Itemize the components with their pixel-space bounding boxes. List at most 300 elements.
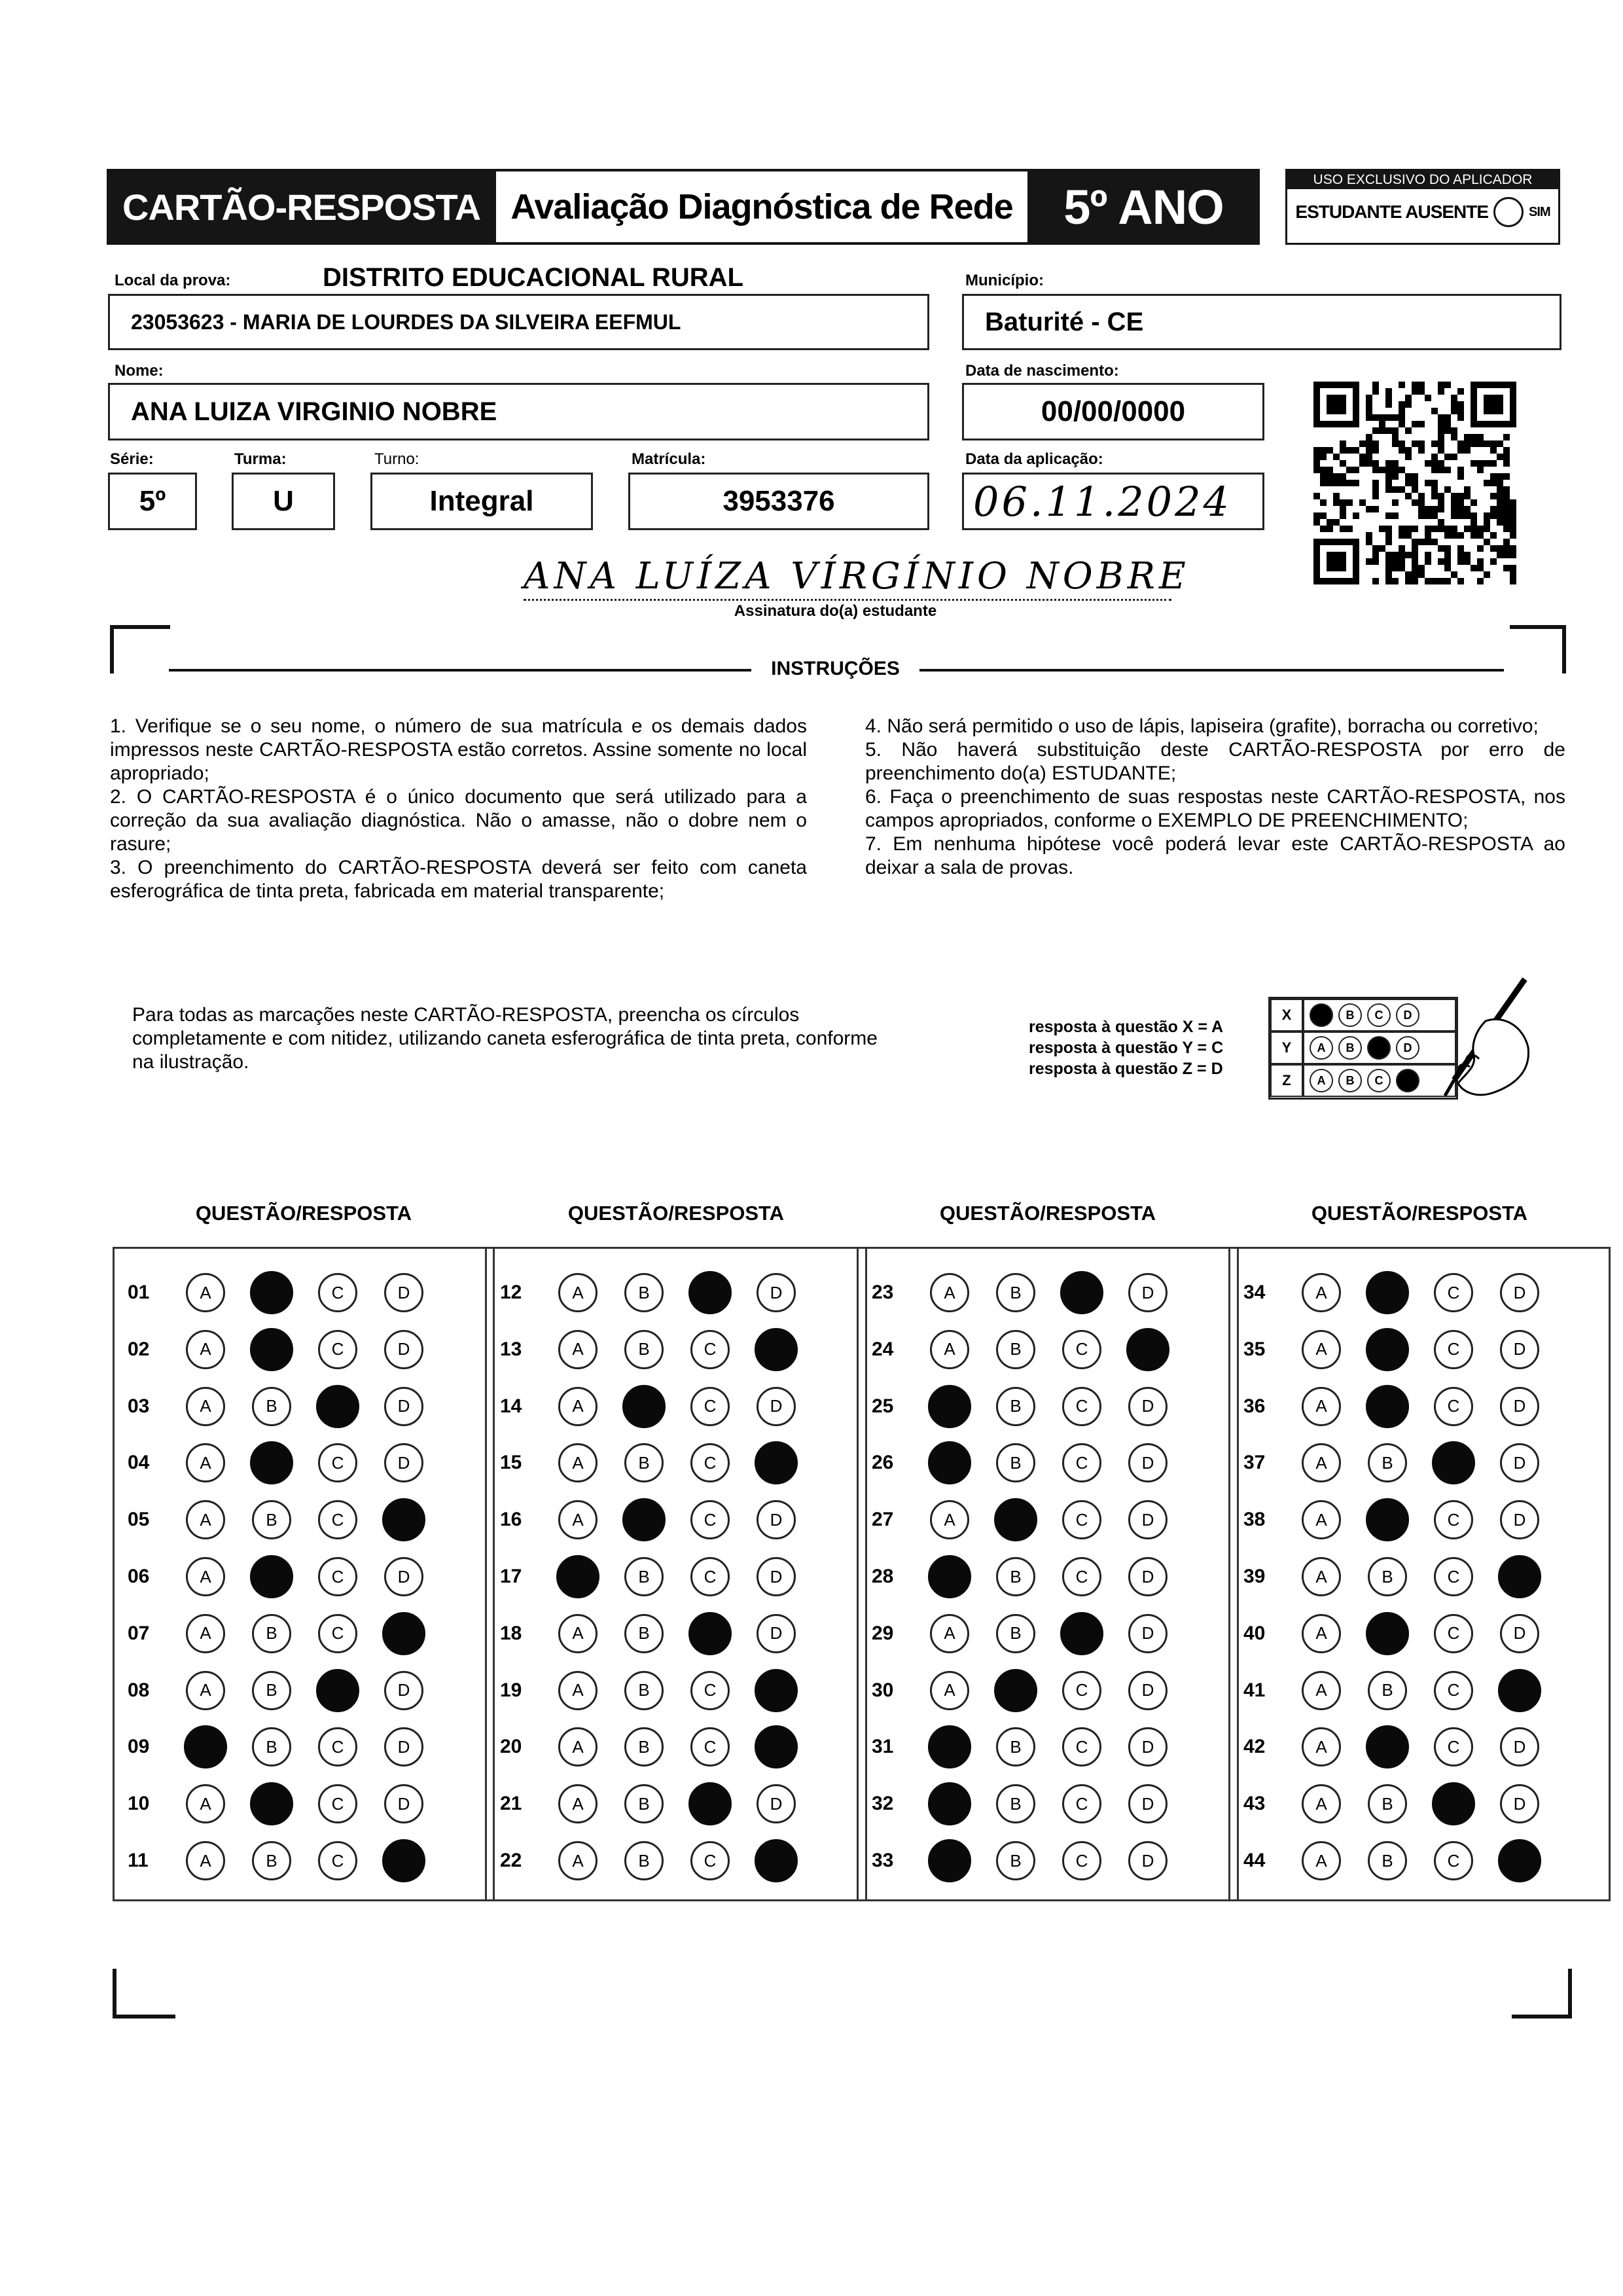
instruction-item: 1. Verifique se o seu nome, o número de sua matrícula e os demais dados impressos neste CARTÃO-RESPOSTA estão corretos. Assine somente no local apropriado;: [110, 715, 807, 784]
answer-option-label: A: [186, 1784, 225, 1823]
answer-bubble-a[interactable]: [928, 1612, 971, 1655]
example-bubble-b: B: [1338, 1069, 1362, 1092]
answer-row: [1230, 1327, 1564, 1372]
answer-bubble-c[interactable]: [1432, 1669, 1475, 1712]
answer-bubble-a[interactable]: [1300, 1839, 1343, 1882]
answer-bubble-d[interactable]: [1498, 1725, 1541, 1768]
answer-bubble-c[interactable]: [1432, 1328, 1475, 1371]
answer-bubble-c[interactable]: [688, 1271, 732, 1314]
answer-bubble-a[interactable]: [184, 1725, 227, 1768]
answer-option-label: C: [1434, 1273, 1473, 1312]
school-value: 23053623 - MARIA DE LOURDES DA SILVEIRA EEFMUL: [131, 310, 681, 334]
answer-option-label: C: [318, 1443, 357, 1482]
answer-bubble-a[interactable]: [184, 1498, 227, 1541]
answer-bubble-b[interactable]: [994, 1782, 1037, 1825]
answer-bubble-c[interactable]: [688, 1441, 732, 1484]
answer-bubble-c[interactable]: [1060, 1385, 1103, 1428]
answer-bubble-a[interactable]: [556, 1328, 599, 1371]
answer-bubble-c[interactable]: [1432, 1782, 1475, 1825]
answer-bubble-a[interactable]: [556, 1612, 599, 1655]
answer-bubble-c[interactable]: [1060, 1498, 1103, 1541]
answer-bubble-a[interactable]: [1300, 1328, 1343, 1371]
question-number: 27: [872, 1509, 894, 1531]
answer-bubble-b[interactable]: [1366, 1612, 1409, 1655]
answer-bubble-a[interactable]: [184, 1612, 227, 1655]
answer-bubble-d[interactable]: [1126, 1271, 1169, 1314]
answer-bubble-c[interactable]: [1060, 1328, 1103, 1371]
question-number: 36: [1243, 1395, 1266, 1417]
answer-bubble-b[interactable]: [994, 1498, 1037, 1541]
answer-bubble-c[interactable]: [1060, 1441, 1103, 1484]
answer-bubble-c[interactable]: [1060, 1555, 1103, 1598]
answer-bubble-c[interactable]: [688, 1839, 732, 1882]
answer-bubble-c[interactable]: [1432, 1839, 1475, 1882]
instructions-right: [865, 715, 1565, 880]
answer-option-label: D: [1128, 1387, 1168, 1426]
nascimento-value: 00/00/0000: [1041, 395, 1186, 427]
question-number: 12: [500, 1282, 522, 1303]
answer-bubble-b[interactable]: [250, 1271, 293, 1314]
example-bubble-a: A: [1310, 1069, 1333, 1092]
answer-bubble-b[interactable]: [994, 1271, 1037, 1314]
answer-bubble-c[interactable]: [316, 1271, 359, 1314]
answer-bubble-a[interactable]: [556, 1669, 599, 1712]
answer-bubble-d[interactable]: [755, 1385, 798, 1428]
answer-row: [115, 1440, 448, 1486]
answer-bubble-c[interactable]: [316, 1612, 359, 1655]
answer-option-label: [1366, 1498, 1409, 1541]
answer-bubble-d[interactable]: [1498, 1555, 1541, 1598]
answer-bubble-d[interactable]: [382, 1498, 425, 1541]
answer-bubble-d[interactable]: [382, 1669, 425, 1712]
question-number: 34: [1243, 1282, 1266, 1303]
answer-row: [115, 1270, 448, 1316]
answer-bubble-b[interactable]: [250, 1612, 293, 1655]
answer-bubble-b[interactable]: [994, 1555, 1037, 1598]
applicator-header: USO EXCLUSIVO DO APLICADOR: [1287, 171, 1558, 189]
serie-value: 5º: [139, 485, 166, 517]
answer-bubble-b[interactable]: [994, 1328, 1037, 1371]
answer-option-label: C: [318, 1273, 357, 1312]
answer-bubble-a[interactable]: [556, 1725, 599, 1768]
answer-bubble-b[interactable]: [250, 1669, 293, 1712]
answer-bubble-c[interactable]: [316, 1555, 359, 1598]
answer-bubble-d[interactable]: [1498, 1328, 1541, 1371]
answer-bubble-b[interactable]: [994, 1725, 1037, 1768]
answer-option-label: B: [252, 1671, 291, 1710]
aplicacao-field[interactable]: [962, 473, 1264, 530]
answer-bubble-c[interactable]: [316, 1441, 359, 1484]
question-number: 37: [1243, 1452, 1266, 1474]
answer-bubble-d[interactable]: [755, 1839, 798, 1882]
answer-bubble-d[interactable]: [1126, 1839, 1169, 1882]
answer-bubble-b[interactable]: [250, 1441, 293, 1484]
answer-bubble-d[interactable]: [755, 1669, 798, 1712]
answer-option-label: [622, 1498, 666, 1541]
answer-bubble-c[interactable]: [688, 1725, 732, 1768]
answer-bubble-c[interactable]: [316, 1725, 359, 1768]
answer-bubble-c[interactable]: [316, 1385, 359, 1428]
turma-field: [232, 473, 335, 530]
question-number: 39: [1243, 1566, 1266, 1587]
answer-bubble-d[interactable]: [1126, 1782, 1169, 1825]
answer-option-label: D: [384, 1443, 423, 1482]
answer-bubble-b[interactable]: [994, 1612, 1037, 1655]
answer-bubble-a[interactable]: [928, 1385, 971, 1428]
municipio-field: [962, 294, 1561, 350]
answer-option-label: A: [1302, 1841, 1341, 1880]
example-bubble-c: [1367, 1036, 1391, 1060]
answer-bubble-d[interactable]: [1126, 1385, 1169, 1428]
column-header: QUESTÃO/RESPOSTA: [567, 1202, 785, 1225]
answer-bubble-d[interactable]: [755, 1612, 798, 1655]
answer-bubble-a[interactable]: [184, 1271, 227, 1314]
answer-bubble-a[interactable]: [556, 1385, 599, 1428]
answer-bubble-b[interactable]: [250, 1725, 293, 1768]
answer-row: [859, 1724, 1192, 1770]
answer-option-label: A: [1302, 1500, 1341, 1539]
answer-row: [487, 1781, 821, 1827]
answer-option-label: C: [1062, 1500, 1101, 1539]
answer-option-label: C: [318, 1614, 357, 1653]
answer-bubble-d[interactable]: [1498, 1271, 1541, 1314]
answer-bubble-a[interactable]: [1300, 1271, 1343, 1314]
answer-row: [859, 1554, 1192, 1600]
answer-bubble-a[interactable]: [1300, 1498, 1343, 1541]
answer-bubble-d[interactable]: [1498, 1441, 1541, 1484]
answer-bubble-b[interactable]: [250, 1839, 293, 1882]
answer-option-label: C: [1062, 1387, 1101, 1426]
answer-bubble-d[interactable]: [1498, 1612, 1541, 1655]
corner-mark-bottom-right: [1512, 1969, 1572, 2018]
answer-bubble-d[interactable]: [1498, 1839, 1541, 1882]
answer-row: [487, 1270, 821, 1316]
nome-value: ANA LUIZA VIRGINIO NOBRE: [131, 397, 497, 426]
question-number: 43: [1243, 1793, 1266, 1815]
absent-option: SIM: [1529, 204, 1550, 219]
answer-bubble-a[interactable]: [928, 1555, 971, 1598]
answer-option-label: [688, 1782, 732, 1825]
answer-bubble-c[interactable]: [688, 1498, 732, 1541]
answer-bubble-d[interactable]: [1498, 1498, 1541, 1541]
answer-option-label: B: [624, 1841, 664, 1880]
answer-bubble-c[interactable]: [688, 1669, 732, 1712]
answer-option-label: B: [1368, 1557, 1407, 1596]
answer-bubble-b[interactable]: [1366, 1385, 1409, 1428]
answer-option-label: A: [186, 1614, 225, 1653]
answer-bubble-a[interactable]: [184, 1839, 227, 1882]
answer-bubble-d[interactable]: [1498, 1385, 1541, 1428]
question-number: 32: [872, 1793, 894, 1815]
question-number: 19: [500, 1679, 522, 1701]
answer-bubble-d[interactable]: [755, 1328, 798, 1371]
answer-option-label: C: [1434, 1614, 1473, 1653]
answer-bubble-d[interactable]: [1498, 1669, 1541, 1712]
example-row-label: Y: [1270, 1031, 1303, 1064]
answer-option-label: B: [624, 1443, 664, 1482]
answer-option-label: B: [624, 1727, 664, 1767]
answer-bubble-c[interactable]: [1432, 1498, 1475, 1541]
answer-bubble-b[interactable]: [994, 1441, 1037, 1484]
answer-bubble-d[interactable]: [1126, 1555, 1169, 1598]
answer-bubble-a[interactable]: [556, 1441, 599, 1484]
answer-bubble-c[interactable]: [688, 1385, 732, 1428]
answer-bubble-b[interactable]: [622, 1669, 666, 1712]
answer-bubble-b[interactable]: [622, 1328, 666, 1371]
card-title: CARTÃO-RESPOSTA: [107, 169, 496, 245]
answer-bubble-b[interactable]: [622, 1441, 666, 1484]
answer-bubble-b[interactable]: [622, 1839, 666, 1882]
answer-bubble-a[interactable]: [928, 1271, 971, 1314]
example-bubble-a: A: [1310, 1036, 1333, 1060]
answer-option-label: [250, 1555, 293, 1598]
answer-bubble-b[interactable]: [1366, 1669, 1409, 1712]
answer-bubble-c[interactable]: [1060, 1725, 1103, 1768]
answer-option-label: C: [1062, 1443, 1101, 1482]
question-number: 03: [128, 1395, 150, 1417]
answer-bubble-d[interactable]: [382, 1839, 425, 1882]
answer-bubble-d[interactable]: [382, 1385, 425, 1428]
answer-option-label: A: [1302, 1671, 1341, 1710]
answer-bubble-c[interactable]: [1060, 1782, 1103, 1825]
answer-bubble-d[interactable]: [755, 1441, 798, 1484]
answer-option-label: C: [1062, 1671, 1101, 1710]
question-number: 17: [500, 1566, 522, 1587]
answer-option-label: A: [558, 1784, 597, 1823]
answer-bubble-b[interactable]: [622, 1612, 666, 1655]
question-number: 26: [872, 1452, 894, 1474]
answer-bubble-a[interactable]: [1300, 1441, 1343, 1484]
answer-bubble-c[interactable]: [688, 1612, 732, 1655]
answer-bubble-c[interactable]: [688, 1782, 732, 1825]
answer-bubble-b[interactable]: [250, 1555, 293, 1598]
answer-bubble-a[interactable]: [1300, 1669, 1343, 1712]
answer-row: [487, 1724, 821, 1770]
answer-option-label: [1366, 1328, 1409, 1371]
answer-bubble-c[interactable]: [1432, 1271, 1475, 1314]
answer-bubble-d[interactable]: [382, 1725, 425, 1768]
answer-option-label: [1498, 1669, 1541, 1712]
answer-option-label: B: [996, 1841, 1035, 1880]
answer-bubble-a[interactable]: [1300, 1385, 1343, 1428]
answer-bubble-a[interactable]: [556, 1839, 599, 1882]
answer-bubble-b[interactable]: [622, 1782, 666, 1825]
answer-bubble-d[interactable]: [1126, 1441, 1169, 1484]
answer-bubble-c[interactable]: [1432, 1441, 1475, 1484]
answer-row: [859, 1384, 1192, 1429]
answer-option-label: C: [690, 1500, 730, 1539]
answer-option-label: [1366, 1725, 1409, 1768]
answer-bubble-d[interactable]: [1126, 1498, 1169, 1541]
example-line: resposta à questão Y = C: [1029, 1039, 1224, 1057]
answer-bubble-b[interactable]: [622, 1555, 666, 1598]
answer-bubble-b[interactable]: [250, 1498, 293, 1541]
answer-row: [487, 1668, 821, 1713]
answer-option-label: [382, 1612, 425, 1655]
answer-bubble-b[interactable]: [1366, 1839, 1409, 1882]
answer-bubble-c[interactable]: [1060, 1839, 1103, 1882]
answer-bubble-c[interactable]: [1432, 1385, 1475, 1428]
answer-option-label: D: [1500, 1784, 1539, 1823]
answer-bubble-c[interactable]: [688, 1328, 732, 1371]
answer-bubble-b[interactable]: [1366, 1782, 1409, 1825]
answer-bubble-b[interactable]: [250, 1328, 293, 1371]
answer-bubble-d[interactable]: [755, 1271, 798, 1314]
answer-bubble-b[interactable]: [994, 1839, 1037, 1882]
answer-bubble-a[interactable]: [556, 1498, 599, 1541]
answer-bubble-a[interactable]: [184, 1782, 227, 1825]
answer-option-label: D: [1500, 1614, 1539, 1653]
answer-option-label: A: [186, 1387, 225, 1426]
answer-bubble-a[interactable]: [184, 1669, 227, 1712]
answer-option-label: C: [1062, 1841, 1101, 1880]
answer-bubble-d[interactable]: [755, 1782, 798, 1825]
serie-field: [108, 473, 197, 530]
corner-mark-bottom-left: [113, 1969, 175, 2018]
answer-option-label: [1060, 1612, 1103, 1655]
answer-bubble-d[interactable]: [755, 1555, 798, 1598]
answer-bubble-c[interactable]: [1432, 1612, 1475, 1655]
answer-bubble-a[interactable]: [928, 1669, 971, 1712]
answer-option-label: C: [690, 1330, 730, 1369]
answer-row: [859, 1497, 1192, 1543]
answer-bubble-d[interactable]: [382, 1328, 425, 1371]
question-number: 23: [872, 1282, 894, 1303]
answer-option-label: C: [318, 1784, 357, 1823]
answer-bubble-a[interactable]: [556, 1271, 599, 1314]
question-number: 06: [128, 1566, 150, 1587]
answer-bubble-a[interactable]: [928, 1498, 971, 1541]
answer-option-label: [622, 1385, 666, 1428]
answer-option-label: B: [252, 1727, 291, 1767]
answer-bubble-a[interactable]: [184, 1328, 227, 1371]
absent-bubble[interactable]: [1493, 197, 1524, 227]
answer-option-label: [316, 1669, 359, 1712]
answer-option-label: D: [384, 1387, 423, 1426]
answer-bubble-c[interactable]: [1060, 1612, 1103, 1655]
answer-bubble-d[interactable]: [755, 1725, 798, 1768]
answer-bubble-a[interactable]: [1300, 1612, 1343, 1655]
answer-bubble-c[interactable]: [316, 1839, 359, 1882]
answer-bubble-b[interactable]: [994, 1385, 1037, 1428]
answer-bubble-c[interactable]: [1060, 1271, 1103, 1314]
answer-bubble-d[interactable]: [1126, 1669, 1169, 1712]
answer-bubble-c[interactable]: [1432, 1725, 1475, 1768]
answer-bubble-a[interactable]: [184, 1385, 227, 1428]
answer-bubble-a[interactable]: [928, 1441, 971, 1484]
answer-bubble-d[interactable]: [382, 1612, 425, 1655]
answer-option-label: D: [384, 1727, 423, 1767]
answer-option-label: D: [1128, 1557, 1168, 1596]
answer-option-label: A: [558, 1330, 597, 1369]
answer-row: [487, 1440, 821, 1486]
answer-bubble-a[interactable]: [556, 1555, 599, 1598]
answer-bubble-c[interactable]: [1432, 1555, 1475, 1598]
answer-bubble-c[interactable]: [688, 1555, 732, 1598]
answer-row: [487, 1384, 821, 1429]
answer-option-label: C: [1434, 1727, 1473, 1767]
answer-bubble-b[interactable]: [1366, 1725, 1409, 1768]
answer-bubble-a[interactable]: [556, 1782, 599, 1825]
answer-bubble-d[interactable]: [1126, 1725, 1169, 1768]
answer-bubble-a[interactable]: [1300, 1555, 1343, 1598]
answer-bubble-c[interactable]: [1060, 1669, 1103, 1712]
answer-option-label: [688, 1612, 732, 1655]
answer-bubble-d[interactable]: [382, 1782, 425, 1825]
answer-option-label: D: [1500, 1443, 1539, 1482]
answer-bubble-b[interactable]: [1366, 1555, 1409, 1598]
answer-bubble-c[interactable]: [316, 1328, 359, 1371]
answer-bubble-d[interactable]: [382, 1441, 425, 1484]
answer-option-label: [1498, 1555, 1541, 1598]
answer-bubble-b[interactable]: [250, 1385, 293, 1428]
question-number: 31: [872, 1736, 894, 1758]
answer-option-label: [755, 1328, 798, 1371]
answer-bubble-b[interactable]: [1366, 1498, 1409, 1541]
answer-option-label: A: [558, 1614, 597, 1653]
signature-line: [524, 599, 1171, 601]
answer-option-label: A: [1302, 1614, 1341, 1653]
answer-option-label: A: [1302, 1557, 1341, 1596]
question-number: 41: [1243, 1679, 1266, 1701]
answer-bubble-d[interactable]: [382, 1271, 425, 1314]
answer-option-label: [1432, 1441, 1475, 1484]
answer-bubble-a[interactable]: [184, 1555, 227, 1598]
answer-option-label: C: [318, 1727, 357, 1767]
answer-option-label: B: [252, 1387, 291, 1426]
example-row-label: X: [1270, 999, 1303, 1031]
answer-bubble-a[interactable]: [184, 1441, 227, 1484]
answer-bubble-c[interactable]: [316, 1669, 359, 1712]
answer-bubble-a[interactable]: [928, 1328, 971, 1371]
answer-bubble-d[interactable]: [1498, 1782, 1541, 1825]
answer-option-label: D: [1128, 1500, 1168, 1539]
answer-bubble-b[interactable]: [1366, 1441, 1409, 1484]
answer-bubble-a[interactable]: [1300, 1725, 1343, 1768]
answer-bubble-d[interactable]: [382, 1555, 425, 1598]
answer-option-label: [755, 1725, 798, 1768]
answer-bubble-b[interactable]: [1366, 1271, 1409, 1314]
answer-option-label: A: [930, 1614, 969, 1653]
answer-bubble-a[interactable]: [1300, 1782, 1343, 1825]
example-bubble-a: [1310, 1003, 1333, 1027]
question-number: 42: [1243, 1736, 1266, 1758]
grade-label: 5º ANO: [1027, 169, 1260, 245]
question-number: 21: [500, 1793, 522, 1815]
answer-bubble-b[interactable]: [250, 1782, 293, 1825]
answer-bubble-b[interactable]: [1366, 1328, 1409, 1371]
answer-bubble-a[interactable]: [928, 1725, 971, 1768]
answer-option-label: A: [558, 1671, 597, 1710]
answer-option-label: [928, 1725, 971, 1768]
answer-row: [487, 1838, 821, 1884]
question-number: 10: [128, 1793, 150, 1815]
answer-bubble-a[interactable]: [928, 1782, 971, 1825]
answer-bubble-d[interactable]: [1126, 1328, 1169, 1371]
answer-bubble-c[interactable]: [316, 1782, 359, 1825]
answer-bubble-d[interactable]: [1126, 1612, 1169, 1655]
answer-bubble-a[interactable]: [928, 1839, 971, 1882]
answer-bubble-c[interactable]: [316, 1498, 359, 1541]
answer-bubble-b[interactable]: [622, 1271, 666, 1314]
answer-bubble-b[interactable]: [622, 1725, 666, 1768]
answer-bubble-b[interactable]: [622, 1498, 666, 1541]
answer-bubble-b[interactable]: [994, 1669, 1037, 1712]
answer-bubble-d[interactable]: [755, 1498, 798, 1541]
answer-bubble-b[interactable]: [622, 1385, 666, 1428]
question-number: 33: [872, 1850, 894, 1871]
answer-option-label: B: [996, 1387, 1035, 1426]
